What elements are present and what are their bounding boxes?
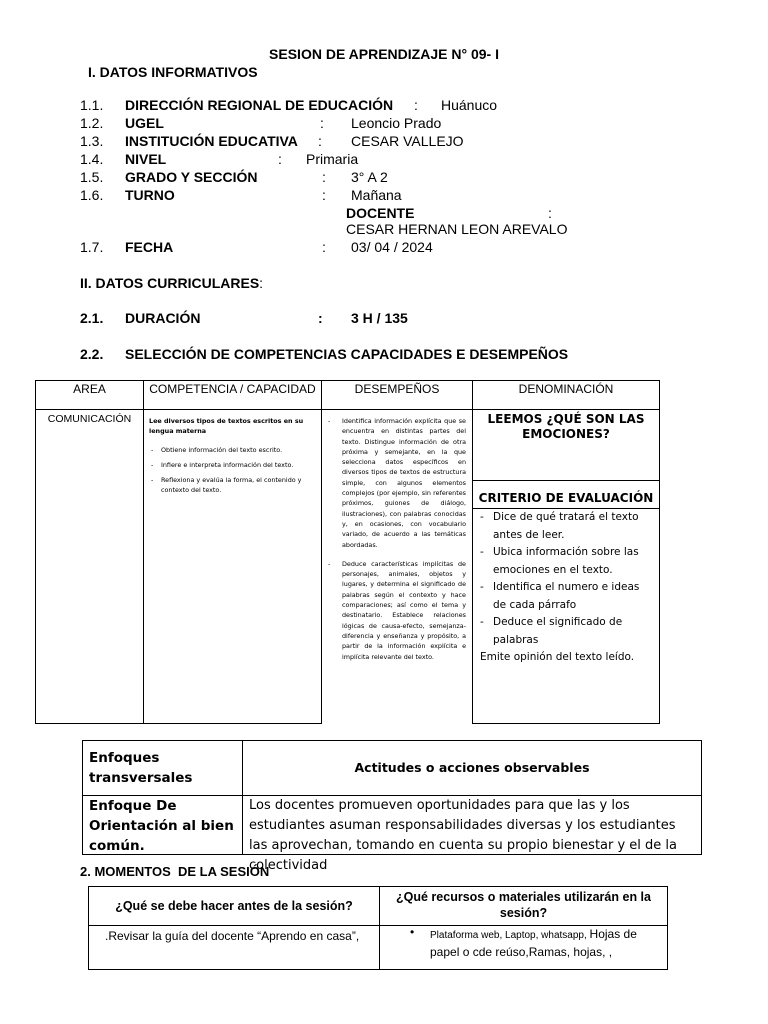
info-num: 1.1. <box>80 97 104 113</box>
capacidades-list <box>149 445 315 496</box>
info-num: 1.6. <box>80 187 104 203</box>
info-value: 3° A 2 <box>351 169 388 185</box>
competencia-title: Lee diversos tipos de textos escritos en su lengua materna <box>149 417 304 436</box>
cell-competencia <box>143 409 322 724</box>
momentos-header-left: ¿Qué se debe hacer antes de la sesión? <box>88 886 380 926</box>
desempeno-item: - Identifica información explícita que se encuentra en distintas partes del texto. Distingue información de otra próxima y semejante, en la que selecciona datos específicos en diversos tipos de textos de estructura simple, con algunos elementos complejos (por ejemplo, sin referentes próximos, guiones de diálogo, ilustraciones), con palabras conocidas y, en ocasiones, con vocabulario variado, de acuerdo a las temáticas abordadas. <box>326 416 466 550</box>
section-colon: : <box>259 275 264 291</box>
info-separator: : <box>322 239 326 255</box>
header-area: AREA <box>35 380 144 410</box>
docente-name: CESAR HERNAN LEON AREVALO <box>346 221 568 237</box>
criterio-item: - Identifica el numero e ideas de cada párrafo <box>475 579 655 614</box>
header-competencia: COMPETENCIA / CAPACIDAD <box>143 380 322 410</box>
desempenos-list <box>326 416 466 662</box>
criterio-item: - Dice de qué tratará el texto antes de leer. <box>475 509 655 544</box>
criterio-item: - Ubica información sobre las emociones en el texto. <box>475 544 655 579</box>
recursos-text-small: Plataforma web, Laptop, whatsapp, <box>430 930 590 941</box>
row-duracion <box>80 310 580 328</box>
section-title: II. DATOS CURRICULARES <box>80 275 260 291</box>
enfoques-header-right: Actitudes o acciones observables <box>242 740 702 796</box>
info-row-institucion <box>80 133 580 151</box>
enfoque-actitudes: Los docentes promueven oportunidades para que las y los estudiantes asuman responsabilidades diversas y los estudiantes las aprovechan, tomando en cuenta su propio bienestar y el de la colectividad <box>242 795 702 855</box>
capacidad-item: - Obtiene información del texto escrito. <box>149 445 315 455</box>
seleccion-num: 2.2. <box>80 346 104 362</box>
section-momentos: 2. MOMENTOS DE LA SESIÓN <box>80 864 270 879</box>
recursos-text: Hojas de <box>589 927 637 941</box>
info-label: NIVEL <box>125 151 167 167</box>
info-separator: : <box>322 169 326 185</box>
duracion-label: DURACIÓN <box>125 310 201 326</box>
section-datos-curriculares <box>80 275 263 291</box>
info-row-direccion <box>80 97 580 115</box>
info-value: CESAR VALLEJO <box>351 133 464 149</box>
cell-denominacion: LEEMOS ¿QUÉ SON LAS EMOCIONES? <box>472 409 660 481</box>
seleccion-label: SELECCIÓN DE COMPETENCIAS CAPACIDADES E DESEMPEÑOS <box>125 346 569 362</box>
momentos-row-left: .Revisar la guía del docente “Aprendo en casa”, <box>88 925 380 970</box>
info-separator: : <box>414 97 418 113</box>
duracion-separator: : <box>318 310 323 326</box>
row-seleccion <box>80 346 680 364</box>
capacidad-item: - Reflexiona y evalúa la forma, el contenido y contexto del texto. <box>149 475 315 496</box>
info-row-ugel <box>80 115 580 133</box>
info-num: 1.7. <box>80 239 104 255</box>
recursos-text-line2: papel o cde reúso,Ramas, hojas, , <box>430 945 613 959</box>
cell-area: COMUNICACIÓN <box>35 409 144 724</box>
momentos-row-right <box>379 925 668 970</box>
desempeno-item: - Deduce características implícitas de personajes, animales, objetos y lugares, y determina el significado de palabras según el contexto y hace comparaciones; así como el tema y destinatario. Establece relaciones lógicas de causa-efecto, semejanza-diferencia y enseñanza y propósito, a partir de la información explícita e implícita relevante del texto. <box>326 559 466 662</box>
info-value: Primaria <box>306 151 359 167</box>
info-label: DIRECCIÓN REGIONAL DE EDUCACIÓN <box>125 97 394 113</box>
cell-desempenos <box>321 409 473 724</box>
info-num: 1.3. <box>80 133 104 149</box>
capacidad-item: - Infiere e interpreta información del texto. <box>149 460 315 470</box>
document-title: SESION DE APRENDIZAJE N° 09- I <box>269 46 499 62</box>
momentos-header-right: ¿Qué recursos o materiales utilizarán en la sesión? <box>379 886 668 926</box>
header-desempenos: DESEMPEÑOS <box>321 380 473 410</box>
header-denominacion: DENOMINACIÓN <box>472 380 660 410</box>
duracion-value: 3 H / 135 <box>351 310 408 326</box>
duracion-num: 2.1. <box>80 310 104 326</box>
cell-criterios <box>472 508 660 724</box>
info-label: TURNO <box>125 187 175 203</box>
docente-label: DOCENTE <box>346 205 415 221</box>
info-row-nivel <box>80 151 580 169</box>
criterio-item: - Deduce el significado de palabras <box>475 614 655 649</box>
section-datos-informativos: I. DATOS INFORMATIVOS <box>88 64 258 80</box>
info-value: Mañana <box>351 187 402 203</box>
info-value: Leoncio Prado <box>351 115 442 131</box>
info-value: Huánuco <box>441 97 498 113</box>
info-separator: : <box>318 133 322 149</box>
info-separator: : <box>278 151 282 167</box>
bullet-icon: • <box>410 925 415 939</box>
info-num: 1.4. <box>80 151 104 167</box>
info-num: 1.5. <box>80 169 104 185</box>
info-row-fecha <box>80 239 580 257</box>
criterio-header: CRITERIO DE EVALUACIÓN <box>472 480 660 509</box>
info-row-grado <box>80 169 580 187</box>
info-label: FECHA <box>125 239 174 255</box>
enfoques-header-left: Enfoques transversales <box>82 740 243 796</box>
info-row-turno <box>80 187 580 205</box>
info-label: UGEL <box>125 115 164 131</box>
enfoque-name: Enfoque De Orientación al bien común. <box>82 795 243 855</box>
info-label: GRADO Y SECCIÓN <box>125 169 258 185</box>
info-num: 1.2. <box>80 115 104 131</box>
info-separator: : <box>322 187 326 203</box>
docente-separator: : <box>548 205 552 221</box>
info-label: INSTITUCIÓN EDUCATIVA <box>125 133 298 149</box>
criterios-list <box>475 509 655 649</box>
criterio-extra: Emite opinión del texto leído. <box>480 651 635 663</box>
info-separator: : <box>320 115 324 131</box>
info-value: 03/ 04 / 2024 <box>351 239 433 255</box>
